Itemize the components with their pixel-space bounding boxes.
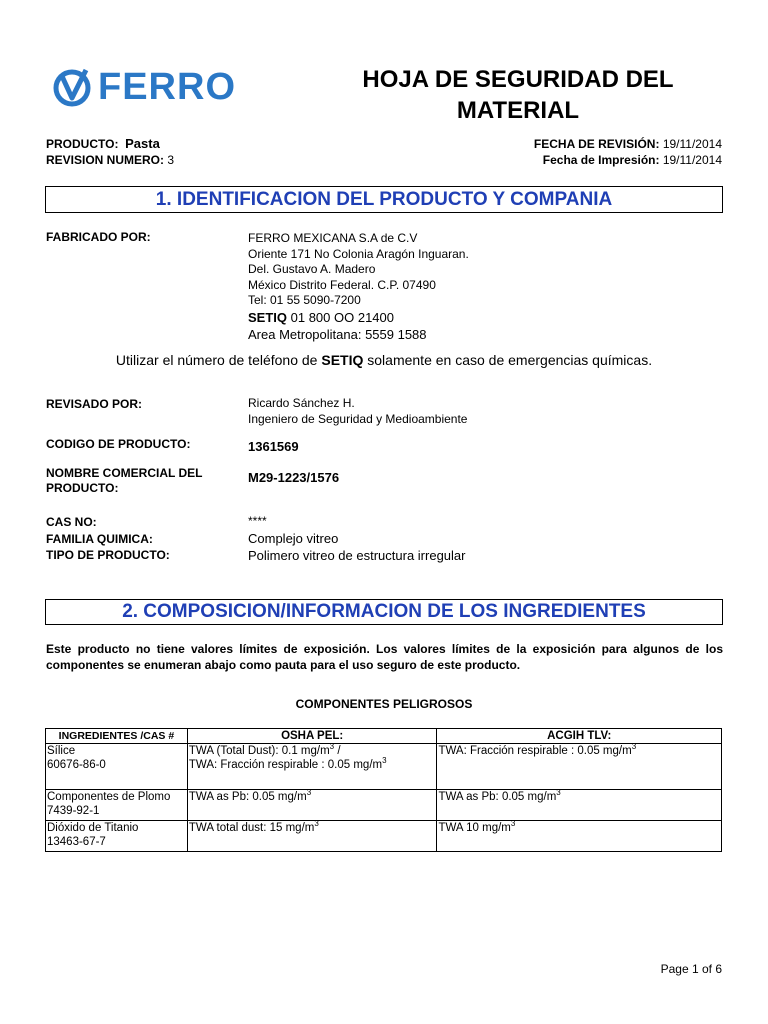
reviewed-label: REVISADO POR: <box>46 397 143 411</box>
page-number: Page 1 of 6 <box>660 962 722 976</box>
ferro-logo <box>52 66 236 109</box>
acgih-cell: TWA 10 $mg/m^3$ <box>437 821 722 852</box>
family-label: FAMILIA QUIMICA: <box>46 532 153 546</box>
acgih-cell: TWA: Fracción respirable : 0.05 $mg/m^3$ <box>437 744 722 790</box>
product-value: Pasta <box>125 136 160 151</box>
table-row <box>46 744 722 790</box>
revision-date: 19/11/2014 <box>662 137 722 151</box>
ingredient-cell: Sílice 60676-86-0 <box>46 744 188 790</box>
family-value: Complejo vitreo <box>248 531 339 546</box>
emergency-note: Utilizar el número de teléfono de SETIQ solamente en caso de emergencias químicas. <box>115 352 653 368</box>
trade-name-label: NOMBRE COMERCIAL DEL PRODUCTO: <box>46 466 203 495</box>
manufacturer-label: FABRICADO POR: <box>46 230 151 244</box>
trade-name: M29-1223/1576 <box>248 470 340 485</box>
col-header-ingredients: INGREDIENTES /CAS # <box>46 729 188 744</box>
section-1-heading: 1. IDENTIFICACION DEL PRODUCTO Y COMPANIA <box>45 186 723 213</box>
product-meta: PRODUCTO: Pasta REVISION NUMERO: 3 <box>46 136 175 167</box>
manufacturer-address: FERRO MEXICANA S.A de C.V Oriente 171 No Colonia Aragón Inguaran. Del. Gustavo A. Madero México Distrito Federal. C.P. 07490 Tel: 01 55 5090-7200 SETIQ 01 800 OO 21400 Area Metropolitana: 5559 1588 <box>248 231 469 342</box>
logo-text: FERRO <box>98 66 236 108</box>
ferro-check-icon <box>52 68 92 108</box>
type-value: Polimero vitreo de estructura irregular <box>248 548 466 563</box>
ingredient-cell: Dióxido de Titanio 13463-67-7 <box>46 821 188 852</box>
print-date: 19/11/2014 <box>662 153 722 167</box>
revision-number: 3 <box>167 153 175 167</box>
document-title: HOJA DE SEGURIDAD DEL MATERIAL <box>362 66 674 124</box>
osha-cell: TWA (Total Dust): 0.1 $mg/m^3$ / TWA: Fracción respirable : 0.05 $mg/m^3$ <box>187 744 437 790</box>
ingredient-cell: Componentes de Plomo 7439-92-1 <box>46 790 188 821</box>
table-row <box>46 790 722 821</box>
table-header-row <box>46 729 722 744</box>
table-row <box>46 821 722 852</box>
cas-label: CAS NO: <box>46 515 97 529</box>
product-code-label: CODIGO DE PRODUCTO: <box>46 437 191 451</box>
section-2-heading: 2. COMPOSICION/INFORMACION DE LOS INGREDIENTES <box>45 599 723 625</box>
components-title: COMPONENTES PELIGROSOS <box>295 697 473 711</box>
osha-cell: TWA as Pb: 0.05 $mg/m^3$ <box>187 790 437 821</box>
acgih-cell: TWA as Pb: 0.05 $mg/m^3$ <box>437 790 722 821</box>
reviewer: Ricardo Sánchez H. Ingeniero de Seguridad y Medioambiente <box>248 396 468 426</box>
cas-value: **** <box>248 514 267 528</box>
type-label: TIPO DE PRODUCTO: <box>46 548 170 562</box>
product-code: 1361569 <box>248 439 299 454</box>
date-meta: FECHA DE REVISIÓN: 19/11/2014 Fecha de Impresión: 19/11/2014 <box>533 137 722 167</box>
col-header-acgih: ACGIH TLV: <box>437 729 722 744</box>
components-table <box>45 728 722 852</box>
osha-cell: TWA total dust: 15 $mg/m^3$ <box>187 821 437 852</box>
exposure-paragraph: Este producto no tiene valores límites de exposición. Los valores límites de la exposición para algunos de los componentes se enumeran abajo como pauta para el uso seguro de este producto. <box>46 642 723 672</box>
col-header-osha: OSHA PEL: <box>187 729 437 744</box>
